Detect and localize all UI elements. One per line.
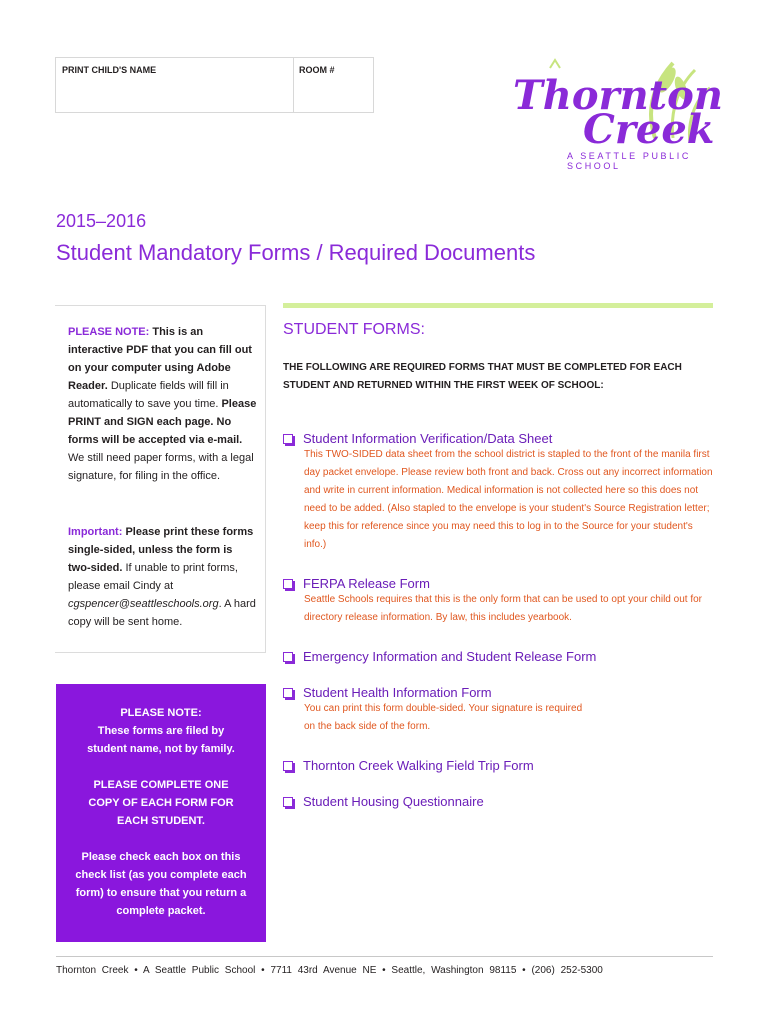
form-item-title: FERPA Release Form xyxy=(303,576,430,591)
child-name-label: PRINT CHILD'S NAME xyxy=(62,65,157,75)
form-item xyxy=(283,794,723,809)
logo-line2: Creek xyxy=(583,106,715,153)
form-item xyxy=(283,649,723,664)
form-item-title: Student Health Information Form xyxy=(303,685,492,700)
form-item-title: Student Information Verification/Data Sheet xyxy=(303,431,553,446)
important-bold: Please print these forms single-sided, unless the form is two-sided. xyxy=(68,526,254,574)
child-name-field[interactable] xyxy=(60,78,292,110)
room-field[interactable] xyxy=(297,78,373,110)
divider-bar xyxy=(283,303,713,308)
school-logo xyxy=(505,58,723,171)
form-item-title: Thornton Creek Walking Field Trip Form xyxy=(303,758,534,773)
header-fields xyxy=(55,57,374,113)
form-item-title: Student Housing Questionnaire xyxy=(303,794,484,809)
student-forms-heading: STUDENT FORMS: xyxy=(283,321,425,338)
note-label: PLEASE NOTE: xyxy=(68,326,150,338)
form-item xyxy=(283,576,723,627)
purple-block-2: PLEASE COMPLETE ONE COPY OF EACH FORM FOR EACH STUDENT. xyxy=(88,779,234,827)
room-label: ROOM # xyxy=(299,65,335,75)
checkbox-icon[interactable] xyxy=(283,797,293,807)
note-text-1: Duplicate fields will fill in automatically to save you time. xyxy=(68,380,229,410)
footer-divider xyxy=(56,956,713,957)
form-item-row xyxy=(283,649,723,664)
important-text: If unable to print forms, please email Cindy at xyxy=(68,562,238,592)
contact-email[interactable]: cgspencer@seattleschools.org xyxy=(68,598,219,610)
important-end: . A hard copy will be sent home. xyxy=(68,598,256,628)
form-item-row xyxy=(283,685,723,700)
note-bold-1: This is an interactive PDF that you can fill out on your computer using Adobe Reader. xyxy=(68,326,252,392)
logo-tagline: A SEATTLE PUBLIC SCHOOL xyxy=(567,151,691,171)
note-paragraph-2 xyxy=(68,523,258,631)
form-item-row xyxy=(283,576,723,591)
form-item xyxy=(283,758,723,773)
checkbox-icon[interactable] xyxy=(283,579,293,589)
purple-block-3: Please check each box on this check list (as you complete each form) to ensure that you return a complete packet. xyxy=(75,851,247,917)
student-forms-instructions: THE FOLLOWING ARE REQUIRED FORMS THAT MUST BE COMPLETED FOR EACH STUDENT AND RETURNED WITHIN THE FIRST WEEK OF SCHOOL: xyxy=(283,362,682,391)
form-item xyxy=(283,431,723,554)
note-paragraph-1 xyxy=(68,323,258,485)
checkbox-icon[interactable] xyxy=(283,761,293,771)
form-item-row xyxy=(283,794,723,809)
page-title: Student Mandatory Forms / Required Documents xyxy=(56,240,536,265)
purple-block-1-heading: PLEASE NOTE: xyxy=(120,707,202,719)
important-label: Important: xyxy=(68,526,123,538)
logo-line1: Thornton xyxy=(513,72,723,119)
purple-block-1 xyxy=(56,704,266,758)
form-item-description: This TWO-SIDED data sheet from the school district is stapled to the front of the manila first day packet envelope. Please review both front and back. Cross out any incorrect information and write in current information. Medical information is not collected here so this does not need to be added. (Also stapled to the envelope is your student's Source Registration letter; keep this for reference since you may need this to log in to the Source for your student's info.) xyxy=(304,449,713,550)
form-item-row xyxy=(283,431,723,446)
form-item xyxy=(283,685,723,736)
note-text-2: We still need paper forms, with a legal signature, for filing in the office. xyxy=(68,452,254,482)
footer-address: Thornton Creek • A Seattle Public School • 7711 43rd Avenue NE • Seattle, Washington 98115 • (206) 252-5300 xyxy=(56,965,603,976)
checkbox-icon[interactable] xyxy=(283,652,293,662)
purple-note-box xyxy=(56,684,266,942)
form-item-description: Seattle Schools requires that this is the only form that can be used to opt your child out for directory release information. By law, this includes yearbook. xyxy=(304,594,702,623)
form-item-row xyxy=(283,758,723,773)
form-item-description: You can print this form double-sided. Your signature is required on the back side of the form. xyxy=(304,703,583,732)
checkbox-icon[interactable] xyxy=(283,434,293,444)
purple-block-1-text: These forms are filed by student name, not by family. xyxy=(87,725,235,755)
field-divider xyxy=(293,58,294,112)
note-bold-2: Please PRINT and SIGN each page. No forms will be accepted via e-mail. xyxy=(68,398,257,446)
checkbox-icon[interactable] xyxy=(283,688,293,698)
school-year: 2015–2016 xyxy=(56,211,147,231)
form-item-title: Emergency Information and Student Release Form xyxy=(303,649,597,664)
